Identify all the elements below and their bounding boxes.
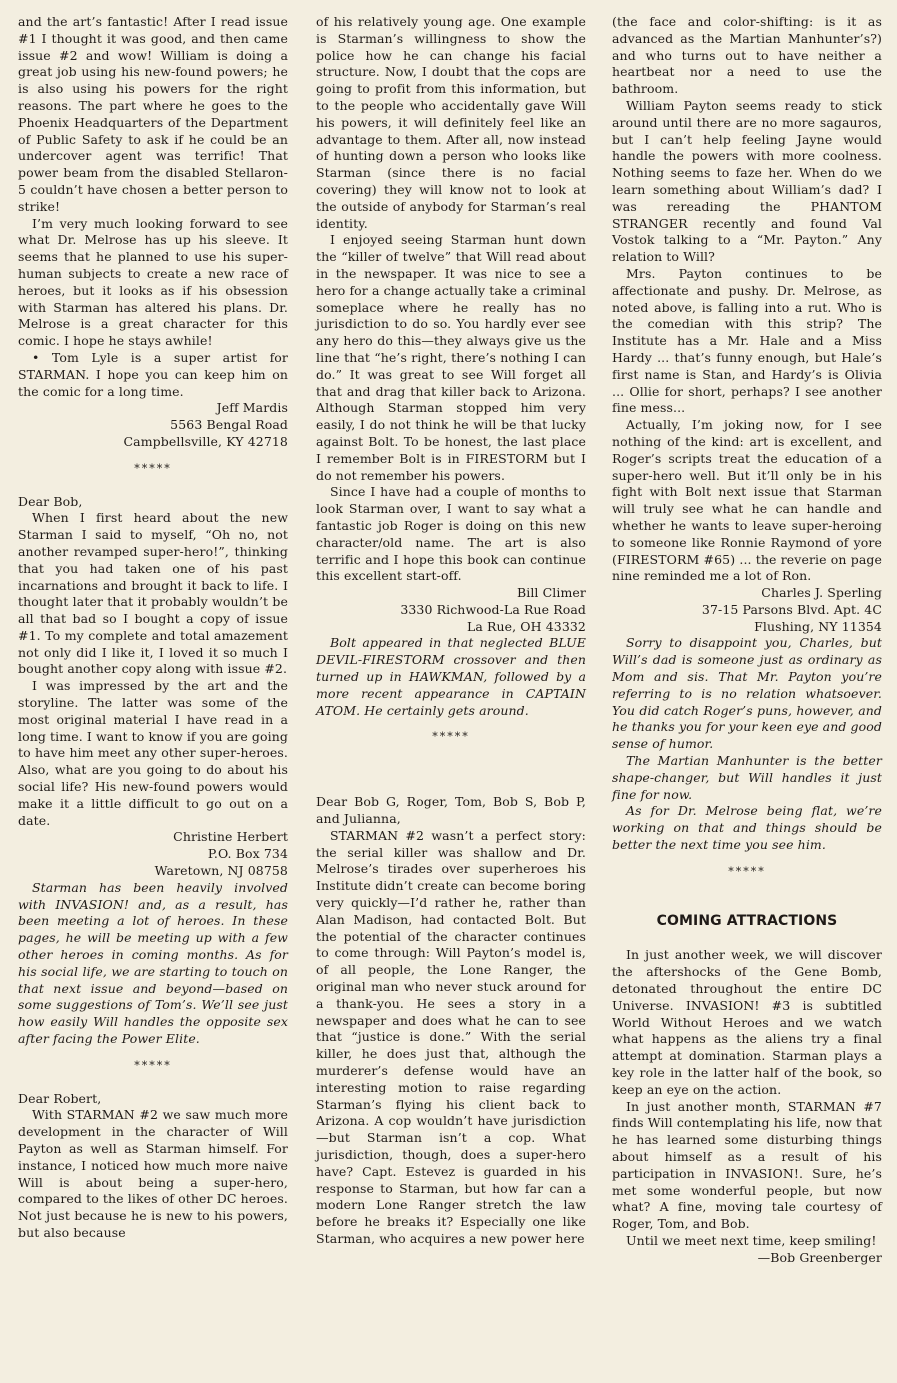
signature-name: Bill Climer bbox=[516, 585, 586, 601]
announcement-paragraph: Until we meet next time, keep smiling! bbox=[626, 1232, 877, 1248]
announcement-paragraph: In just another week, we will discover the aftershocks of the Gene Bomb, detonated throughout the entire DC Universe. INVASION! #3 is subtitled World Without Heroes and we watch what happens as the aliens try a final attempt at domination. Starman plays a key role in the latter half of the book, so keep an eye on the action. bbox=[612, 947, 882, 1097]
letter-salutation: Dear Robert, bbox=[18, 1090, 102, 1106]
letter-paragraph: and the art’s fantastic! After I read issue #1 I thought it was good, and then came issue #2 and wow! William is doing a great job using his new-found powers; he is also using his powers for the right reasons. The part where he goes to the Phoenix Headquarters of the Department of Public Safety to ask if he could be an undercover agent was terrific! That power beam from the disabled Stellaron-5 couldn’t have chosen a better person to strike! bbox=[18, 14, 288, 214]
column-left bbox=[18, 14, 288, 1242]
column-middle bbox=[316, 14, 586, 1248]
letter-paragraph: of his relatively young age. One example is Starman’s willingness to show the police how he can change his facial structure. Now, I doubt that the cops are going to profit from this information, but to the people who accidentally gave Will his powers, it will definitely feel like an advantage to them. After all, now instead of hunting down a person who looks like Starman (since there is no facial covering) they will know not to look at the outside of anybody for Starman’s real identity. bbox=[316, 14, 586, 231]
signature-address: Campbellsville, KY 42718 bbox=[123, 433, 288, 449]
signature-address: Waretown, NJ 08758 bbox=[154, 863, 288, 879]
signature-address: 37-15 Parsons Blvd. Apt. 4C bbox=[701, 601, 882, 617]
editor-reply: As for Dr. Melrose being flat, we’re working on that and things should be better the next time you see him. bbox=[612, 803, 882, 853]
letter-paragraph: With STARMAN #2 we saw much more development in the character of Will Payton as well as Starman himself. For instance, I noticed how much more naive Will is about being a super-hero, compared to the likes of other DC heroes. Not just because he is new to his powers, but also because bbox=[18, 1107, 288, 1240]
letter-paragraph: • Tom Lyle is a super artist for STARMAN. I hope you can keep him on the comic for a long time. bbox=[18, 349, 288, 399]
signature-name: Charles J. Sperling bbox=[761, 585, 882, 601]
letter-paragraph: William Payton seems ready to stick around until there are no more sagauros, but I can’t help feeling Jayne would handle the powers with more coolness. Nothing seems to faze her. When do we learn something about William’s dad? I was rereading the PHANTOM STRANGER recently and found Val Vostok talking to a “Mr. Payton.” Any relation to Will? bbox=[612, 97, 882, 265]
letter-paragraph: When I first heard about the new Starman I said to myself, “Oh no, not another revamped super-hero!”, thinking that you had taken one of his past incarnations and brought it back to life. I thought later that it probably wouldn’t be all that bad so I bought a copy of issue #1. To my complete and total amazement not only did I like it, I loved it so much I bought another copy along with issue #2. bbox=[18, 510, 288, 677]
announcement-paragraph: In just another month, STARMAN #7 finds Will contemplating his life, now that he has learned some disturbing things about himself as a result of his participation in INVASION!. Sure, he’s met some wonderful people, but now what? A fine, moving tale courtesy of Roger, Tom, and Bob. bbox=[612, 1098, 882, 1232]
signature-name: Jeff Mardis bbox=[216, 400, 288, 416]
letter-paragraph: I’m very much looking forward to see what Dr. Melrose has up his sleeve. It seems that he planned to use his super-human subjects to create a new race of heroes, but it looks as if his obsession with Starman has altered his plans. Dr. Melrose is a great character for this comic. I hope he stays awhile! bbox=[18, 215, 288, 349]
section-divider: ***** bbox=[728, 864, 766, 878]
signature-address: Flushing, NY 11354 bbox=[754, 618, 882, 634]
editor-reply: Starman has been heavily involved with INVASION! and, as a result, has been meeting a lot of heroes. In these pages, he will be meeting up with a few other heroes in coming months. As for his social life, we are starting to touch on that next issue and beyond—based on some suggestions of Tom’s. We’ll see just how easily Will handles the opposite sex after facing the Power Elite. bbox=[18, 879, 288, 1047]
section-divider: ***** bbox=[134, 1058, 172, 1072]
section-divider: ***** bbox=[134, 461, 172, 475]
signature-address: P.O. Box 734 bbox=[207, 846, 288, 862]
signature-address: La Rue, OH 43332 bbox=[466, 618, 586, 634]
letter-paragraph: I was impressed by the art and the storyline. The latter was some of the most original material I have read in a long time. I want to know if you are going to have him meet any other super-heroes. Also, what are you going to do about his social life? His new-found powers would make it a little difficult to go out on a date. bbox=[18, 678, 289, 828]
editor-reply: Sorry to disappoint you, Charles, but Will’s dad is someone just as ordinary as Mom and sis. That Mr. Payton you’re referring to is no relation whatsoever. You did catch Roger’s puns, however, and he thanks you for your keen eye and good sense of humor. bbox=[612, 635, 883, 752]
editor-reply: Bolt appeared in that neglected BLUE DEVIL-FIRESTORM crossover and then turned up in HAWKMAN, followed by a more recent appearance in CAPTAIN ATOM. He certainly gets around. bbox=[316, 635, 586, 718]
letter-salutation: Dear Bob, bbox=[18, 493, 83, 509]
editor-reply: The Martian Manhunter is the better shape-changer, but Will handles it just fine for now. bbox=[612, 753, 882, 802]
letter-paragraph: (the face and color-shifting: is it as advanced as the Martian Manhunter’s?) and who turns out to have neither a heartbeat nor a need to use the bathroom. bbox=[612, 14, 882, 97]
signature-name: Christine Herbert bbox=[173, 829, 288, 845]
section-heading: COMING ATTRACTIONS bbox=[656, 912, 838, 929]
column-right bbox=[612, 14, 882, 1267]
signature-address: 3330 Richwood-La Rue Road bbox=[400, 601, 586, 617]
section-divider: ***** bbox=[432, 730, 470, 744]
letter-paragraph: Actually, I’m joking now, for I see nothing of the kind: art is excellent, and Roger’s scripts treat the education of a super-hero well. But it’ll only be in his fight with Bolt next issue that Starman will truly see what he can handle and whether he wants to leave super-heroing to someone like Ronnie Raymond of yore (FIRESTORM #65) ... the reverie on page nine reminded me a lot of Ron. bbox=[612, 417, 882, 584]
letter-paragraph: Since I have had a couple of months to look Starman over, I want to say what a fantastic job Roger is doing on this new character/old name. The art is also terrific and I hope this book can continue this excellent start-off. bbox=[316, 484, 586, 584]
signature-address: 5563 Bengal Road bbox=[170, 417, 288, 433]
letter-salutation: Dear Bob G, Roger, Tom, Bob S, Bob P, and Julianna, bbox=[316, 794, 586, 827]
letter-paragraph: STARMAN #2 wasn’t a perfect story: the serial killer was shallow and Dr. Melrose’s tirades over superheroes his Institute didn’t create can become boring very quickly—I’d rather he, rather than Alan Madison, had contacted Bolt. But the potential of the character continues to come through: Will Payton’s model is, of all people, the Lone Ranger, the original man who never stuck around for a thank-you. He sees a story in a newspaper and does what he can to see that “justice is done.” With the serial killer, he does just that, although the murderer’s defense would have an interesting motion to raise regarding Starman’s flying his client back to Arizona. A cop wouldn’t have jurisdiction—but Starman isn’t a cop. What jurisdiction, though, does a super-hero have? Capt. Estevez is guarded in his response to Starman, but how far can a modern Lone Ranger stretch the law before he breaks it? Especially one like Starman, who acquires a new power here bbox=[316, 827, 586, 1246]
editor-signoff: —Bob Greenberger bbox=[757, 1249, 882, 1265]
letter-paragraph: I enjoyed seeing Starman hunt down the “killer of twelve” that Will read about in the newspaper. It was nice to see a hero for a change actually take a criminal someplace where he really has no jurisdiction to do so. You hardly ever see any hero do this—they always give us the line that “he’s right, there’s nothing I can do.” It was great to see Will forget all that and drag that killer back to Arizona. Although Starman stopped him very easily, I do not think he will be that lucky against Bolt. To be honest, the last place I remember Bolt is in FIRESTORM but I do not remember his powers. bbox=[316, 232, 586, 483]
letter-paragraph: Mrs. Payton continues to be affectionate and pushy. Dr. Melrose, as noted above, is falling into a rut. Who is the comedian with this strip? The Institute has a Mr. Hale and a Miss Hardy ... that’s funny enough, but Hale’s first name is Stan, and Hardy’s is Olivia ... Ollie for short, perhaps? I see another fine mess... bbox=[612, 265, 882, 416]
